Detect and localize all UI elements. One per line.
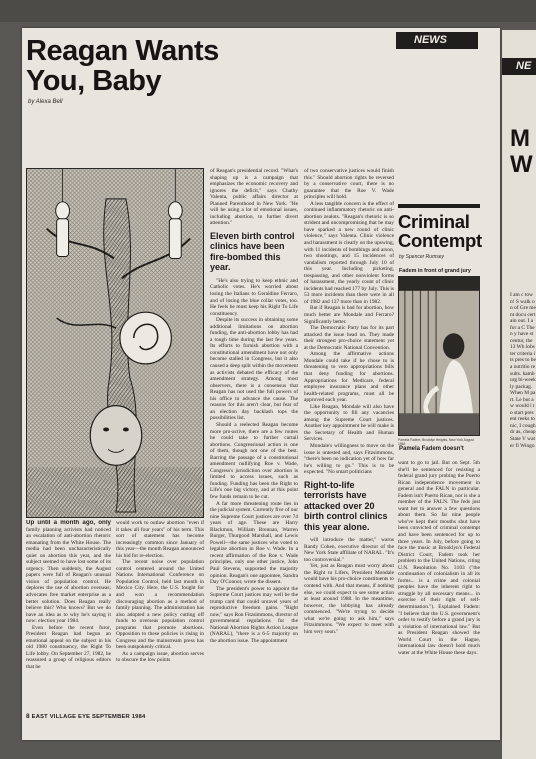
- article-paragraph: A far more threatening route lies in the judicial system. Currently five of our nine Supreme Court justices are over 74 years of age. These are Harry Blackmun, William Brennan, Warren Burger, Thurgood Marshall, and Lewis Powell—the same justices who voted to legalize abortion in Roe v. Wade. In a recent affirmation of the Roe v. Wade principles, only one other justice, John Paul Stevens, supported the majority opinion. Reagan's one appointee, Sandra Day O'Connor, wrote the dissent.: [210, 500, 298, 586]
- sidebar-paragraph: want to go to jail. But on Sept. 5th she'll be sentenced for resisting a federal grand jury probing the Puerto Rican independence movement in general and the FALN in particular. Fadem isn't Puerto Rican, nor is she a member of the FALN. The feds just want her to answer a few questions about them. So far nine people who've kept their mouths shut have been convicted of criminal contempt and have been sentenced for up to three years. In July, before going to face the music at Brooklyn's Federal District Court, Fadem took her problem to the United Nations, citing U.N. Resolution No. 3103 ("the continuation of colonialism in all its forms... is a crime and colonial peoples have the inherent right to struggle by all necessary means... in exercise of their right of self-determination."). Explained Fadem: "I believe that the U.S. government's order to testify before a grand jury is a violation of international law." But as President Reagan showed the World Court in the Hague, international law doesn't hold much water at the White House these days.: [398, 460, 480, 656]
- article-paragraph: The Democratic Party has for its part attacked the issue head on. They made their strongest pro-choice statement yet at the Democratic National Convention.: [304, 325, 394, 351]
- sidebar-body: [398, 460, 480, 706]
- article-paragraph: of two conservative justices would finish this." Should abortion rights be reversed by a conservative court, there is no guarantee that the Roe V. Wade principles will hold.: [304, 168, 394, 201]
- article-paragraph: The president's power to appoint the Supreme Court justices may well be the trump card that could unravel years of reproductive freedom gains. "Right now," says Ron Fitzsimmons, director of governmental regulations for the National Abortion Rights Action League (NARAL), "there is a 6-5 majority on the abortion issue. The appointment: [210, 585, 298, 644]
- article-lead-in: Up until a month ago, only: [26, 520, 111, 526]
- page-footer: [26, 713, 145, 720]
- article-paragraph: But if Reagan is bad for abortion, how much better are Mondale and Ferraro? Significantly better.: [304, 305, 394, 325]
- section-tab: NEWS: [396, 32, 478, 49]
- article-column-4: [304, 168, 394, 706]
- adjacent-text-fragment: I am c town! S walk on of Gre ment docu certain out. I a for a C Then y have st centur, the 13 Wh lobster criteria its pres to be a nutritio results. hamburg bi-weekly packag. When M part. Le but a w would i to start present reeks tonic, I cough dr as, cheap State V water fi Wingo: [510, 292, 536, 449]
- sidebar-photo: [398, 276, 480, 436]
- article-paragraph: would work to outlaw abortion "even if it takes all four years" of his term. This sort of statement has become increasingly common since January of this year—the month Reagan announced his bid for re-election.: [116, 520, 204, 559]
- illustration-icon: [27, 169, 203, 517]
- article-paragraph: The recent noise over population control centered around the United Nations International Conference on Population Control, held last month in Mexico City. Here, the U.S. fought for and won a recommendation discouraging abortion as a method of family planning. The administration has also adopted a new policy cutting off funds to overseas population control programs that promote abortions. Opposition to these policies is rising in Congress and the mainstream press has been outspokenly critical.: [116, 559, 204, 651]
- article-headline: Reagan Wants You, Baby: [26, 35, 219, 97]
- article-byline: by Alexa Bell: [28, 99, 63, 105]
- photo-icon: [399, 277, 479, 435]
- article-paragraph: will introduce the matter," warns Randy Cohen, executive director of the New York State affiliate of NARAL. "It's too controversial.": [304, 537, 394, 563]
- article-paragraph: Like Reagan, Mondale will also have the opportunity to fill any vacancies among the Supreme Court justices. Another key appointment he will make is the Secretary of Health and Human Services.: [304, 403, 394, 443]
- article-paragraph: family planning activists had noticed an escalation of anti-abortion rhetoric emanating from the White House. The media had been uncharacteristically quiet on abortion this year, and the subject seemed to have lost some of its urgency. Then suddenly, the August papers were full of Reagan's unusual vision of population control. He deplores the use of abortion overseas; advocates free market enterprise as a better solution. Does Reagan really believe this? Who knows? But we do have an idea as to why he's saying it now: election year 1984.: [26, 526, 111, 625]
- article-paragraph: As a campaign issue, abortion serves to obscure the low points: [116, 650, 204, 664]
- article-column-2: [116, 520, 204, 706]
- article-paragraph: A less tangible concern is the effect of continued inflammatory rhetoric on anti-abortion zealots. "Reagan's rhetoric is so strident and uncompromising that he may have sparked a new round of clinic violence," says Valenta. Clinic violence and harassment is clearly on the upswing, with 11 incidents of bombings and arson, two shootings, and 15 incidences of vandalism reported through July 10 of this year. Including picketing, trespassing, and other nonviolent forms of harassment, the yearly count of clinic incidents had reached 177 by July. This is 53 more incidents than there were in all of 1982 and 137 more than in 1982.: [304, 200, 394, 305]
- article-paragraph: Despite its success in obtaining some additional limitations on abortion funding, the anti-abortion lobby has had a tough time during the last few years. Its efforts to furnish abortion with a constitutional amendment have not only become stalled in Congress, but it also caused a deep split within the movement as activists debated the efficacy of the amendment strategy. Among most observers, there is a consensus that Reagan has not used the full powers of his office to advance the cause. The reasons for this aren't clear, but fear of an election day backlash tops the possibilities list.: [210, 317, 298, 422]
- article-paragraph: Mondale's willingness to move on the issue is untested and, says Fitzsimmons, "there's been no indication yet of how far he's willing to go." This is to be expected. "No smart politicians: [304, 442, 394, 476]
- adjacent-page: [502, 30, 536, 759]
- publication-line: EAST VILLAGE EYE SEPTEMBER 1984: [31, 714, 146, 720]
- sidebar-deck: Fadem in front of grand jury: [399, 268, 471, 274]
- sidebar-rule: [398, 204, 480, 208]
- pull-quote-clinics-firebombed: Eleven birth control clinics have been fire-bombed this year.: [210, 230, 295, 273]
- article-column-1: [26, 520, 111, 706]
- article-column-3: [210, 168, 298, 706]
- article-paragraph: Should a reelected Reagan become more pro-active, there are a few routes he could take to further curtail abortions. Congressional action is one of them, though not one of the best. Barring the passage of a constitutional amendment nullifying Roe v. Wade, Congress's jurisdiction over abortion is limited to access issues, such as funding. Funding has been the Right to Life's one big victory, and at this point few funds remain to be cut.: [210, 421, 298, 500]
- sidebar-headline: Criminal Contempt: [398, 211, 482, 251]
- pull-quote-terrorists: Right-to-life terrorists have attacked over 20 birth control clinics this year alone.: [304, 479, 388, 532]
- page-number: 8: [26, 713, 30, 720]
- article-paragraph: of Reagan's presidential record. "What's shaping up is a campaign that emphasizes the economic recovery and ignores the deficit," says Chathy Valenta, public affairs director at Planned Parenthood in New York. "He will be using a lot of emotional issues, including abortion, to further divert attention.": [210, 168, 298, 227]
- photo-caption: Pamela Fadem, Brooklyn Heights, New York August 1984: [398, 438, 474, 446]
- adjacent-headline-fragment: M W: [510, 125, 533, 178]
- article-paragraph: Even before the recent furor, President Reagan had begun an emotional appeal on the subject in his old 1980 constituency, the Right To Life lobby. On September 27, 1982, he reassured a group of religious editors that he: [26, 624, 111, 671]
- sidebar-byline: by Spencer Rumsey: [399, 254, 445, 260]
- article-paragraph: Yet, just as Reagan must worry about the Right to Lifers, President Mondale would have his pro-choice constituents to contend with. And that means, if nothing else, we could expect to see some action at least around 1988. In the meantime, however, the lobbying has already commenced. "We're trying to decide what we're going to ask him," says Fitzsimmons. "We expect to meet with him very soon.": [304, 563, 394, 635]
- article-paragraph: "He's also trying to keep ethnic and Catholic votes. He's worried about losing the Italians to Geraldine Ferraro, and of losing the blue collar votes, too. He feels he must keep his Right To Life constituency.: [210, 277, 298, 317]
- article-paragraph: Among the affirmative actions Mondale could take if he chose to is threatening to veto appropriations bills that deny funding for abortions. Appropriations for Medicare, federal employee insurance plans and other health-related programs, must all be approved each year.: [304, 351, 394, 404]
- sidebar-lead-in: Pamela Fadem doesn't: [399, 446, 464, 452]
- adjacent-news-tab: NE: [502, 58, 536, 75]
- scan-top-edge: [0, 0, 536, 22]
- illustration-artwork: [26, 168, 204, 518]
